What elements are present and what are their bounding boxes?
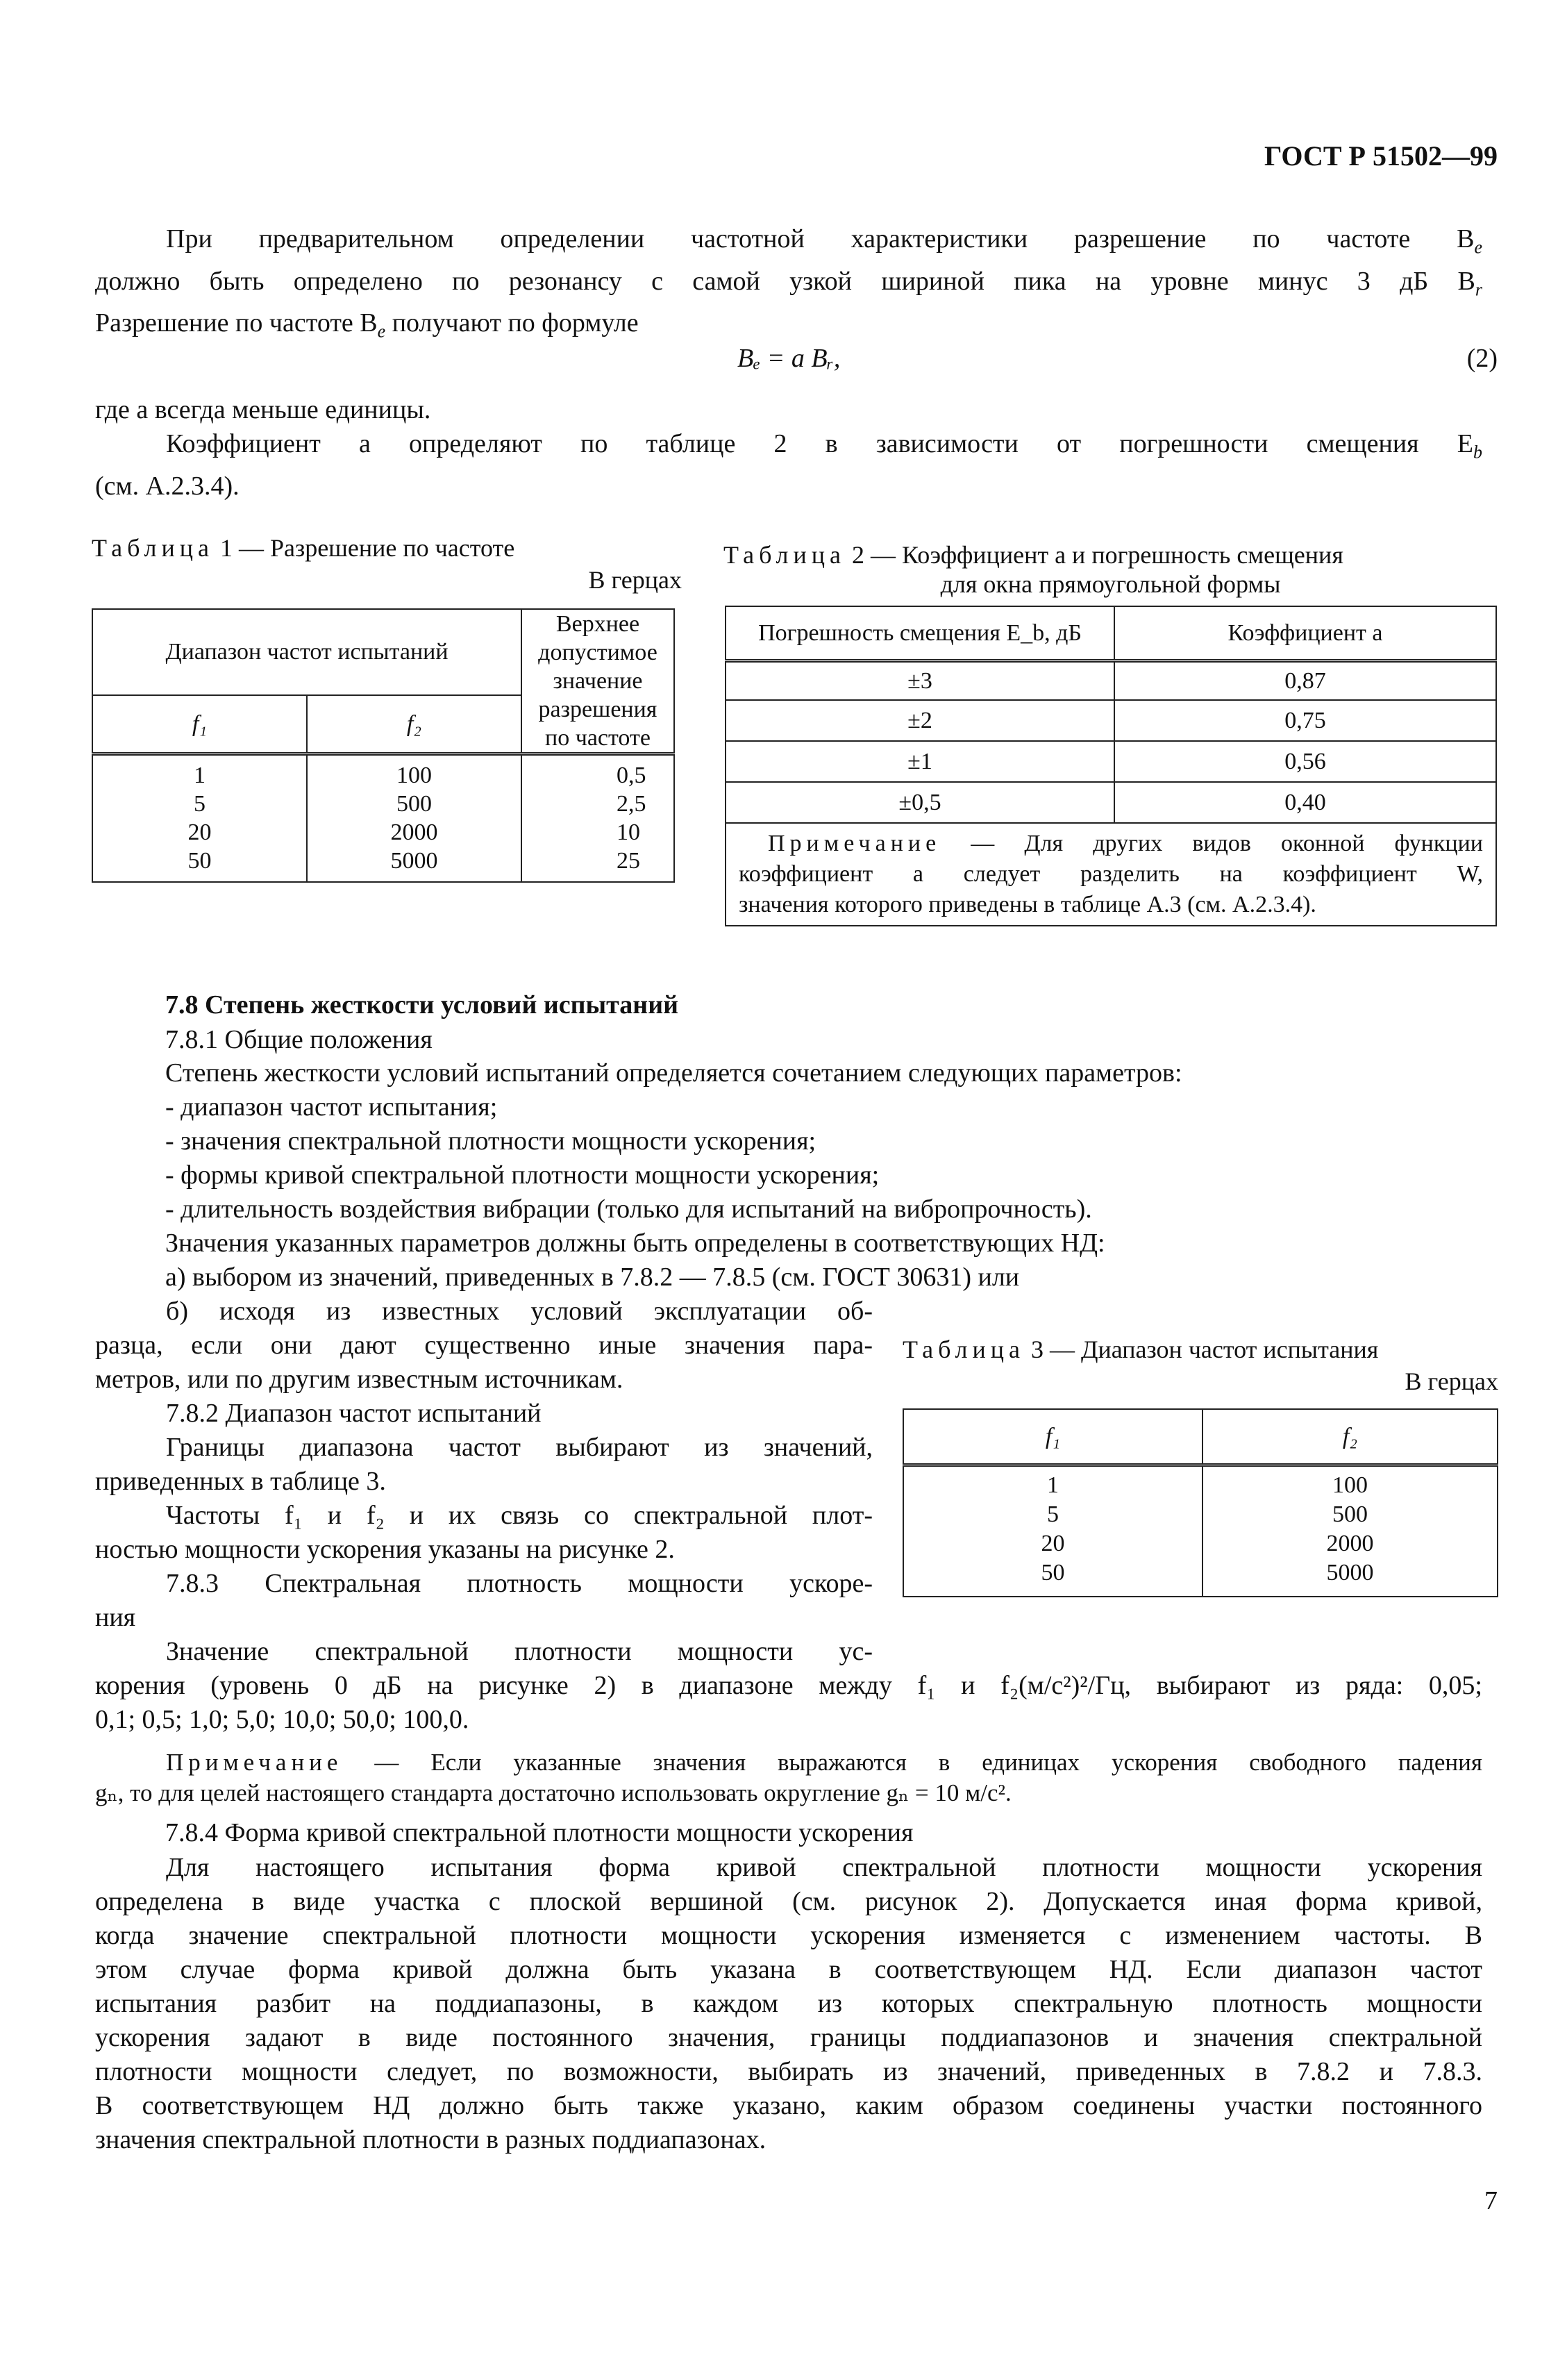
table2-error: ±2: [726, 700, 1114, 741]
table1-header-range: Диапазон частот испытаний: [92, 609, 521, 695]
intro-paragraph-3: Коэффициент a определяют по таблице 2 в зависимости от погрешности смещения $E_b$ (см. А.2.3.4).: [95, 429, 1482, 501]
table2-note: Примечание — Для других видов оконной функции коэффициент a следует разделить на коэффициент W, значения которого приведены в таблице А.3 (см. А.2.3.4).: [726, 823, 1496, 926]
section-7-8-title: 7.8 Степень жесткости условий испытаний: [165, 990, 678, 1020]
table1-caption: Таблица 1 — Разрешение по частоте: [92, 534, 515, 562]
table2-header-error: Погрешность смещения E_b, дБ: [726, 606, 1114, 660]
section-7-8-3-note: Примечание — Если указанные значения выражаются в единицах ускорения свободного падения gₙ, то для целей настоящего стандарта достаточно использовать округление gₙ = 10 м/с².: [95, 1749, 1482, 1806]
table3-header-f1: f₁: [903, 1409, 1203, 1465]
section-7-8-1-title: 7.8.1 Общие положения: [165, 1025, 433, 1054]
page-number: 7: [1484, 2186, 1498, 2215]
section-7-8-1-body: Степень жесткости условий испытаний определяется сочетанием следующих параметров: - диапазон частот испытания; - значения спектральной плотности мощности ускорения; - формы кривой спектральной плотности мощности ускорения; - длительность воздействия вибрации (только для испытаний на вибропрочность). Значения указанных параметров должны быть определены в соответствующих НД: а) выбором из значений, приведенных в 7.8.2 — 7.8.5 (см. ГОСТ 30631) или: [165, 1058, 1182, 1292]
table2-header-coef: Коэффициент a: [1114, 606, 1496, 660]
section-7-8-4-body: Для настоящего испытания форма кривой спектральной плотности мощности ускорения определена в виде участка с плоской вершиной (см. рисунок 2). Допускается иная форма кривой, когда значение спектральной плотности мощности ускорения изменяется с изменением частоты. В этом случае форма кривой должна быть указана в соответствующем НД. Если диапазон частот испытания разбит на поддиапазоны, в каждом из которых спектральную плотность мощности ускорения задают в виде постоянного значения, границы поддиапазонов и значения спектральной плотности мощности следует, по возможности, выбирать из значений, приведенных в 7.8.2 и 7.8.3. В соответствующем НД должно быть также указано, каким образом соединены участки постоянного значения спектральной плотности в разных поддиапазонах.: [95, 1853, 1482, 2154]
table2-coef: 0,56: [1114, 741, 1496, 782]
table2-error: ±1: [726, 741, 1114, 782]
table1-col-f2: 100 500 2000 5000: [307, 754, 521, 882]
table1-col-f1: 1 5 20 50: [92, 754, 307, 882]
table3-col-f1: 1 5 20 50: [903, 1465, 1203, 1597]
section-7-8-4-title: 7.8.4 Форма кривой спектральной плотности мощности ускорения: [165, 1818, 914, 1847]
table1-col-resolution: 0,5 2,5 10 25: [521, 754, 674, 882]
document-code: ГОСТ Р 51502—99: [1264, 140, 1498, 172]
intro-paragraph-2: где a всегда меньше единицы.: [95, 395, 431, 424]
table3-header-f2: f₂: [1203, 1409, 1498, 1465]
table1: [92, 608, 675, 883]
table2-coef: 0,87: [1114, 660, 1496, 700]
table3-caption: Таблица 3 — Диапазон частот испытания: [903, 1335, 1379, 1363]
intro-paragraph-1: При предварительном определении частотной характеристики разрешение по частоте $B_e$ должно быть определено по резонансу с самой узкой шириной пика на уровне минус 3 дБ $B_r$ Разрешение по частоте $B_e$ получают по формуле: [95, 224, 1482, 342]
formula: Bₑ = a Bᵣ,: [737, 344, 841, 373]
table2-coef: 0,40: [1114, 782, 1496, 823]
table3-col-f2: 100 500 2000 5000: [1203, 1465, 1498, 1597]
section-7-8-left-column: б) исходя из известных условий эксплуатации об- разца, если они дают существенно иные значения пара- метров, или по другим известным источникам. 7.8.2 Диапазон частот испытаний Границы диапазона частот выбирают из значений, приведенных в таблице 3. Частоты f₁ и f₂ и их связь со спектральной плот- ностью мощности ускорения указаны на рисунке 2. 7.8.3 Спектральная плотность мощности ускоре- ния Значение спектральной плотности мощности ус-: [95, 1297, 873, 1666]
table1-header-f1: f₁: [92, 695, 307, 754]
table2-coef: 0,75: [1114, 700, 1496, 741]
table1-header-f2: f₂: [307, 695, 521, 754]
table1-unit: В герцах: [588, 566, 682, 594]
table2-caption: Таблица 2 — Коэффициент a и погрешность смещения для окна прямоугольной формы: [723, 541, 1343, 598]
table3-unit: В герцах: [1405, 1367, 1498, 1395]
table2-error: ±0,5: [726, 782, 1114, 823]
table1-header-upper: Верхнее допустимое значение разрешения по частоте: [521, 609, 674, 754]
table2-error: ±3: [726, 660, 1114, 700]
section-7-8-3-body: корения (уровень 0 дБ на рисунке 2) в диапазоне между f₁ и f₂(м/с²)²/Гц, выбирают из ряда: 0,05; 0,1; 0,5; 1,0; 5,0; 10,0; 50,0; 100,0.: [95, 1671, 1482, 1734]
table2: [725, 606, 1497, 926]
formula-number: (2): [1466, 344, 1498, 373]
table3: [903, 1408, 1498, 1597]
section-7-8-2-title: 7.8.2 Диапазон частот испытаний: [166, 1399, 542, 1428]
section-7-8-3-title: 7.8.3 Спектральная плотность мощности ускоре-: [166, 1569, 873, 1598]
